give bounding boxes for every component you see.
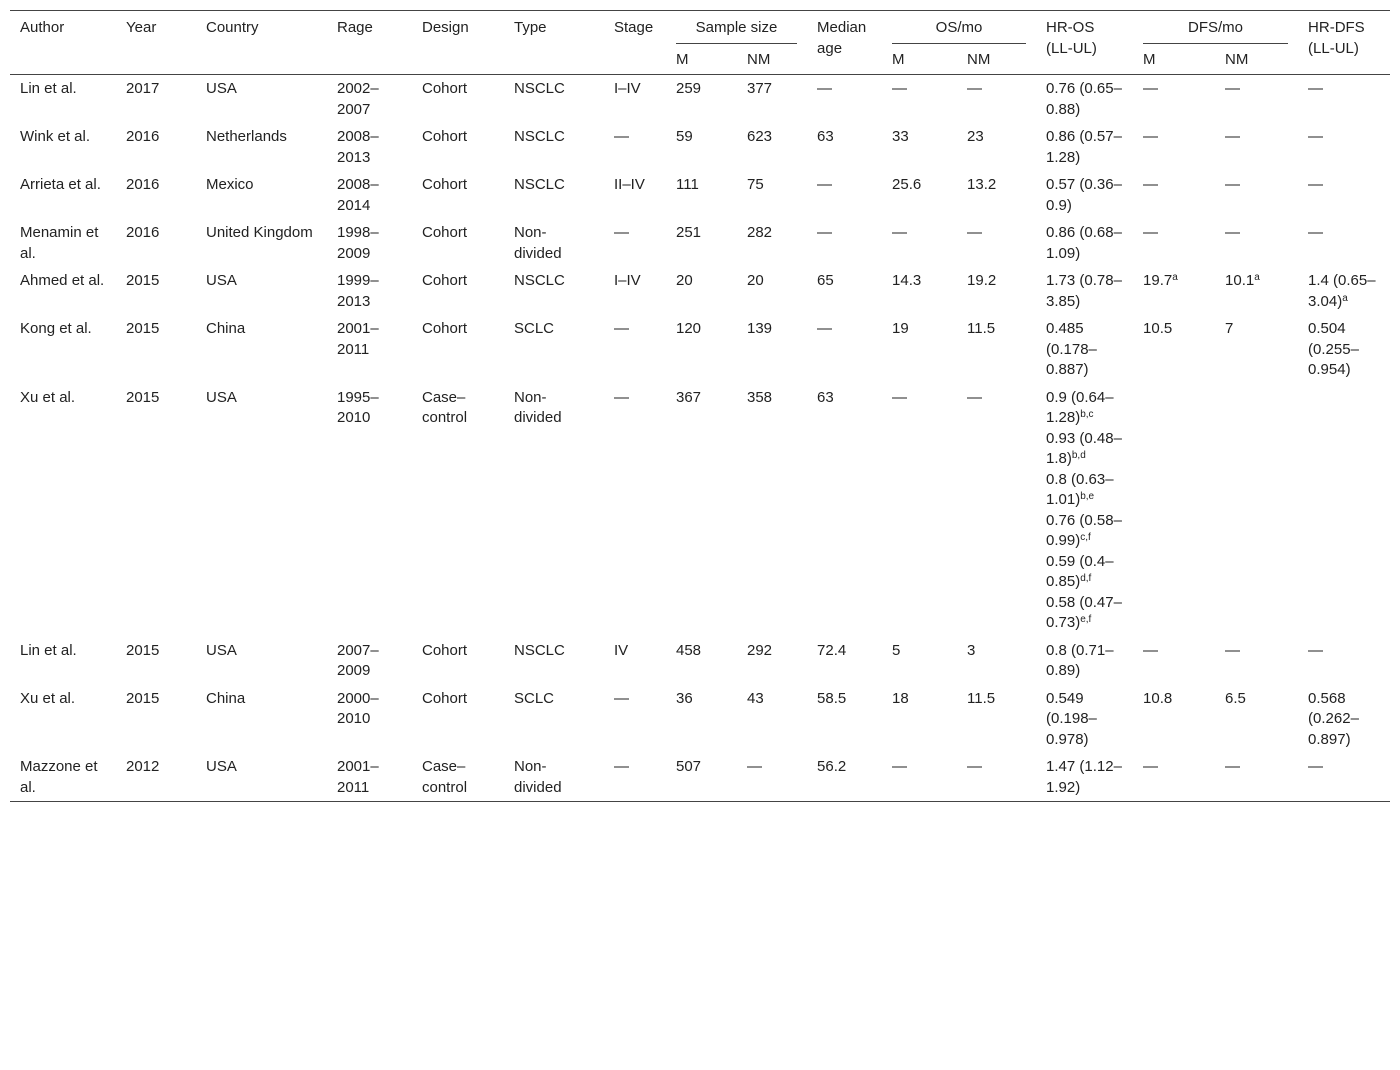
cell-hr-dfs-text: — (1308, 80, 1324, 97)
hr-os-value (1046, 388, 1123, 429)
table-row (10, 219, 1390, 267)
cell-country: Mexico (206, 176, 254, 193)
cell-dfs-nm-text: — (1225, 80, 1241, 97)
table-header (10, 11, 1390, 75)
cell-os-nm: — (967, 388, 983, 406)
table-row (10, 685, 1390, 754)
hr-os-text: 0.485 (0.178–0.887) (1046, 320, 1097, 378)
hr-os-text: 0.58 (0.47–0.73) (1046, 593, 1122, 631)
table-row (10, 123, 1390, 171)
hr-os-text: 0.9 (0.64–1.28) (1046, 388, 1114, 426)
cell-hr-dfs (1298, 637, 1390, 685)
study-table (10, 10, 1390, 802)
cell-range: 1995–2010 (337, 388, 379, 426)
cell-sample-m: 367 (676, 388, 702, 406)
cell-type: Non-divided (514, 224, 562, 262)
cell-dfs-nm (1215, 219, 1298, 267)
cell-median-age: 63 (817, 128, 834, 145)
cell-median-age: 56.2 (817, 758, 847, 775)
cell-hr-dfs-text: — (1308, 641, 1324, 659)
cell-hr-dfs (1298, 267, 1390, 315)
cell-dfs-m (1133, 685, 1215, 754)
cell-dfs-m-text: — (1143, 224, 1159, 241)
cell-hr-os (1036, 171, 1133, 219)
cell-stage: — (614, 388, 629, 406)
cell-year: 2015 (126, 320, 160, 337)
cell-hr-os (1036, 219, 1133, 267)
cell-dfs-nm-text: — (1225, 224, 1241, 241)
hr-os-value (1046, 593, 1123, 634)
cell-design: Cohort (422, 80, 468, 97)
col-header-author: Author (20, 19, 65, 36)
cell-design: Case–control (422, 388, 468, 426)
cell-os-m: — (892, 758, 908, 775)
col-header-range: Rage (337, 19, 373, 36)
cell-author: Xu et al. (20, 689, 76, 707)
hr-os-value (1046, 127, 1123, 168)
cell-sample-nm: 623 (747, 128, 773, 145)
hr-os-text: 0.93 (0.48–1.8) (1046, 429, 1122, 467)
cell-author: Lin et al. (20, 80, 77, 97)
cell-dfs-m-text: 19.7 (1143, 272, 1173, 289)
cell-hr-os (1036, 685, 1133, 754)
cell-hr-dfs (1298, 315, 1390, 384)
cell-sample-m: 59 (676, 128, 693, 145)
cell-os-nm: — (967, 80, 983, 97)
cell-type: NSCLC (514, 641, 565, 659)
cell-type: Non-divided (514, 758, 562, 796)
cell-hr-os (1036, 753, 1133, 802)
cell-sample-nm: 43 (747, 689, 764, 707)
cell-range: 2002–2007 (337, 80, 379, 118)
col-group-sample-size-label: Sample size (695, 19, 778, 36)
group-rule (892, 43, 1026, 44)
cell-os-m: — (892, 224, 908, 241)
hr-os-value (1046, 271, 1123, 312)
cell-country: China (206, 689, 246, 707)
cell-hr-dfs-text: — (1308, 176, 1324, 193)
table-body (10, 75, 1390, 802)
cell-hr-dfs-text: 0.504 (0.255–0.954) (1308, 320, 1359, 378)
cell-dfs-m-text: 10.8 (1143, 689, 1173, 707)
cell-hr-dfs (1298, 685, 1390, 754)
footnote-marker: c,f (1080, 532, 1091, 543)
cell-hr-dfs (1298, 75, 1390, 124)
footnote-marker: b,c (1080, 409, 1094, 420)
hr-os-value (1046, 429, 1123, 470)
col-header-sample-nm: NM (747, 50, 771, 68)
col-header-os-nm: NM (967, 50, 991, 68)
cell-type: NSCLC (514, 80, 565, 97)
cell-dfs-nm (1215, 267, 1298, 315)
cell-dfs-nm (1215, 315, 1298, 384)
col-header-sample-m: M (676, 50, 689, 68)
cell-author: Wink et al. (20, 128, 91, 145)
footnote-marker: e,f (1080, 614, 1092, 625)
cell-range: 2001–2011 (337, 758, 379, 796)
cell-author: Mazzone et al. (20, 758, 98, 796)
cell-author: Xu et al. (20, 388, 76, 406)
cell-design: Cohort (422, 641, 468, 659)
cell-dfs-m-text: — (1143, 80, 1159, 97)
cell-hr-dfs (1298, 123, 1390, 171)
cell-stage: — (614, 689, 629, 707)
cell-sample-nm: 75 (747, 176, 764, 193)
cell-os-nm: 23 (967, 128, 984, 145)
cell-type: NSCLC (514, 176, 565, 193)
cell-hr-os (1036, 384, 1133, 637)
footnote-marker: d,f (1080, 573, 1092, 584)
cell-dfs-nm (1215, 384, 1298, 637)
cell-stage: — (614, 758, 629, 775)
cell-country: USA (206, 641, 237, 659)
cell-dfs-m (1133, 75, 1215, 124)
table-row (10, 384, 1390, 637)
cell-median-age: — (817, 176, 833, 193)
study-table-container (10, 10, 1390, 802)
cell-hr-os (1036, 637, 1133, 685)
cell-hr-dfs-text: — (1308, 128, 1324, 145)
cell-design: Cohort (422, 689, 468, 707)
cell-year: 2015 (126, 272, 160, 289)
hr-os-text: 0.8 (0.71–0.89) (1046, 641, 1114, 679)
cell-median-age: — (817, 320, 833, 337)
cell-author: Ahmed et al. (20, 272, 105, 289)
cell-sample-nm: 292 (747, 641, 773, 659)
cell-stage: — (614, 128, 629, 145)
cell-os-nm: 11.5 (967, 320, 996, 337)
cell-sample-m: 111 (676, 176, 699, 193)
cell-country: USA (206, 272, 237, 289)
footnote-marker: b,d (1071, 450, 1086, 461)
table-row (10, 315, 1390, 384)
cell-country: United Kingdom (206, 224, 313, 241)
cell-sample-nm: 282 (747, 224, 773, 241)
cell-design: Cohort (422, 176, 468, 193)
cell-dfs-m-text: — (1143, 758, 1159, 775)
cell-median-age: 65 (817, 272, 834, 289)
cell-os-m: — (892, 80, 908, 97)
cell-dfs-m-text: — (1143, 641, 1159, 659)
cell-country: USA (206, 388, 237, 406)
cell-dfs-m (1133, 219, 1215, 267)
cell-hr-dfs (1298, 384, 1390, 637)
cell-sample-nm: 377 (747, 80, 773, 97)
cell-range: 1998–2009 (337, 224, 379, 262)
cell-design: Cohort (422, 320, 468, 337)
cell-median-age: 58.5 (817, 689, 847, 707)
cell-country: USA (206, 80, 237, 97)
cell-design: Case–control (422, 758, 468, 796)
cell-dfs-nm (1215, 685, 1298, 754)
cell-hr-dfs-text: — (1308, 758, 1324, 775)
cell-hr-os (1036, 123, 1133, 171)
cell-hr-dfs-text: 1.4 (0.65–3.04) (1308, 272, 1376, 310)
col-header-hr-dfs: HR-DFS (LL-UL) (1308, 19, 1365, 57)
cell-sample-nm: 358 (747, 388, 773, 406)
hr-os-value (1046, 223, 1123, 264)
cell-design: Cohort (422, 128, 468, 145)
cell-sample-m: 120 (676, 320, 702, 337)
cell-os-nm: — (967, 224, 983, 241)
cell-year: 2017 (126, 80, 160, 97)
cell-dfs-nm-text: — (1225, 758, 1241, 775)
cell-sample-m: 36 (676, 689, 693, 707)
cell-os-nm: 11.5 (967, 689, 996, 707)
hr-os-value (1046, 79, 1123, 120)
col-header-design: Design (422, 19, 469, 36)
col-header-country: Country (206, 19, 259, 36)
cell-os-m: — (892, 388, 908, 406)
table-row (10, 637, 1390, 685)
cell-author: Kong et al. (20, 320, 92, 337)
cell-year: 2015 (126, 388, 160, 406)
cell-hr-os (1036, 75, 1133, 124)
cell-year: 2015 (126, 689, 160, 707)
table-row (10, 267, 1390, 315)
hr-os-value (1046, 641, 1123, 682)
cell-author: Arrieta et al. (20, 176, 101, 193)
cell-os-nm: 13.2 (967, 176, 997, 193)
cell-hr-dfs (1298, 171, 1390, 219)
cell-sample-m: 507 (676, 758, 702, 775)
cell-stage: — (614, 320, 629, 337)
cell-year: 2016 (126, 176, 160, 193)
cell-type: SCLC (514, 320, 555, 337)
footnote-marker: b,e (1080, 491, 1095, 502)
col-group-dfs (1133, 11, 1298, 44)
cell-sample-m: 20 (676, 272, 693, 289)
cell-range: 2001–2011 (337, 320, 379, 358)
col-group-os-label: OS/mo (935, 19, 983, 36)
col-header-os-m: M (892, 50, 905, 68)
cell-dfs-nm-text: 7 (1225, 320, 1234, 337)
cell-os-m: 5 (892, 641, 901, 659)
hr-os-text: 0.59 (0.4–0.85) (1046, 552, 1114, 590)
cell-design: Cohort (422, 224, 468, 241)
cell-stage: II–IV (614, 176, 645, 193)
col-group-os (882, 11, 1036, 44)
cell-year: 2016 (126, 128, 160, 145)
cell-os-nm: — (967, 758, 983, 775)
hr-os-value (1046, 319, 1123, 381)
table-row (10, 753, 1390, 802)
cell-dfs-nm (1215, 753, 1298, 802)
cell-stage: IV (614, 641, 629, 659)
cell-dfs-nm (1215, 75, 1298, 124)
cell-range: 1999–2013 (337, 272, 379, 310)
cell-os-m: 19 (892, 320, 909, 337)
cell-stage: — (614, 224, 629, 241)
hr-os-text: 0.76 (0.65–0.88) (1046, 80, 1122, 118)
cell-dfs-m (1133, 753, 1215, 802)
cell-type: NSCLC (514, 272, 565, 289)
cell-dfs-nm-text: 10.1 (1225, 272, 1255, 289)
cell-sample-nm: — (747, 758, 762, 775)
cell-year: 2012 (126, 758, 160, 775)
cell-dfs-nm-text: — (1225, 176, 1241, 193)
cell-stage: I–IV (614, 272, 641, 289)
hr-os-text: 0.86 (0.57–1.28) (1046, 128, 1122, 166)
cell-median-age: 72.4 (817, 641, 847, 659)
hr-os-text: 0.8 (0.63–1.01) (1046, 470, 1114, 508)
cell-hr-os (1036, 315, 1133, 384)
cell-country: Netherlands (206, 128, 287, 145)
cell-os-m: 25.6 (892, 176, 922, 193)
footnote-marker: a (1172, 272, 1178, 283)
hr-os-text: 0.76 (0.58–0.99) (1046, 511, 1122, 549)
hr-os-value (1046, 470, 1123, 511)
cell-dfs-m (1133, 123, 1215, 171)
cell-dfs-m (1133, 637, 1215, 685)
cell-sample-nm: 20 (747, 272, 764, 289)
col-header-year: Year (126, 19, 157, 36)
cell-dfs-m (1133, 267, 1215, 315)
col-header-type: Type (514, 19, 547, 36)
col-group-sample-size (666, 11, 807, 44)
cell-year: 2015 (126, 641, 160, 659)
cell-range: 2007–2009 (337, 641, 379, 679)
table-row (10, 171, 1390, 219)
hr-os-text: 1.47 (1.12–1.92) (1046, 758, 1122, 796)
cell-range: 2008–2013 (337, 128, 379, 166)
hr-os-text: 0.86 (0.68–1.09) (1046, 224, 1122, 262)
cell-dfs-nm-text: 6.5 (1225, 689, 1246, 707)
group-rule (1143, 43, 1288, 44)
col-header-hr-os: HR-OS (LL-UL) (1046, 19, 1097, 57)
hr-os-value (1046, 757, 1123, 798)
hr-os-value (1046, 689, 1123, 751)
col-header-dfs-m: M (1143, 50, 1156, 68)
cell-os-m: 14.3 (892, 272, 922, 289)
cell-type: SCLC (514, 689, 555, 707)
cell-dfs-m-text: — (1143, 176, 1159, 193)
cell-hr-os (1036, 267, 1133, 315)
cell-os-m: 18 (892, 689, 909, 707)
cell-country: USA (206, 758, 237, 775)
cell-sample-nm: 139 (747, 320, 773, 337)
cell-type: NSCLC (514, 128, 565, 145)
cell-hr-dfs-text: — (1308, 224, 1324, 241)
hr-os-value (1046, 175, 1123, 216)
col-group-dfs-label: DFS/mo (1188, 19, 1244, 36)
cell-year: 2016 (126, 224, 160, 241)
hr-os-value (1046, 511, 1123, 552)
cell-hr-dfs-text: 0.568 (0.262–0.897) (1308, 689, 1359, 748)
hr-os-text: 0.549 (0.198–0.978) (1046, 689, 1097, 748)
cell-dfs-m-text: 10.5 (1143, 320, 1173, 337)
cell-sample-m: 251 (676, 224, 702, 241)
footnote-marker: a (1342, 292, 1348, 304)
hr-os-value (1046, 552, 1123, 593)
cell-dfs-nm (1215, 171, 1298, 219)
cell-dfs-m (1133, 171, 1215, 219)
cell-median-age: — (817, 224, 833, 241)
cell-dfs-m-text: — (1143, 128, 1159, 145)
cell-range: 2008–2014 (337, 176, 379, 214)
cell-dfs-nm (1215, 123, 1298, 171)
cell-os-nm: 3 (967, 641, 976, 659)
cell-sample-m: 259 (676, 80, 702, 97)
cell-design: Cohort (422, 272, 468, 289)
cell-dfs-m (1133, 384, 1215, 637)
group-rule (676, 43, 797, 44)
hr-os-text: 0.57 (0.36–0.9) (1046, 176, 1122, 214)
cell-dfs-m (1133, 315, 1215, 384)
cell-hr-dfs (1298, 219, 1390, 267)
cell-sample-m: 458 (676, 641, 702, 659)
footnote-marker: a (1254, 272, 1260, 283)
col-header-dfs-nm: NM (1225, 50, 1249, 68)
cell-median-age: — (817, 80, 833, 97)
col-header-median-age: Median age (817, 19, 867, 57)
cell-stage: I–IV (614, 80, 641, 97)
col-header-stage: Stage (614, 19, 654, 36)
cell-author: Menamin et al. (20, 224, 99, 262)
cell-os-m: 33 (892, 128, 909, 145)
cell-median-age: 63 (817, 388, 834, 406)
cell-author: Lin et al. (20, 641, 77, 659)
table-row (10, 75, 1390, 124)
hr-os-text: 1.73 (0.78–3.85) (1046, 272, 1122, 310)
cell-country: China (206, 320, 246, 337)
cell-range: 2000–2010 (337, 689, 379, 727)
cell-os-nm: 19.2 (967, 272, 997, 289)
cell-type: Non-divided (514, 388, 562, 426)
cell-dfs-nm-text: — (1225, 641, 1241, 659)
cell-hr-dfs (1298, 753, 1390, 802)
cell-dfs-nm (1215, 637, 1298, 685)
cell-dfs-nm-text: — (1225, 128, 1241, 145)
